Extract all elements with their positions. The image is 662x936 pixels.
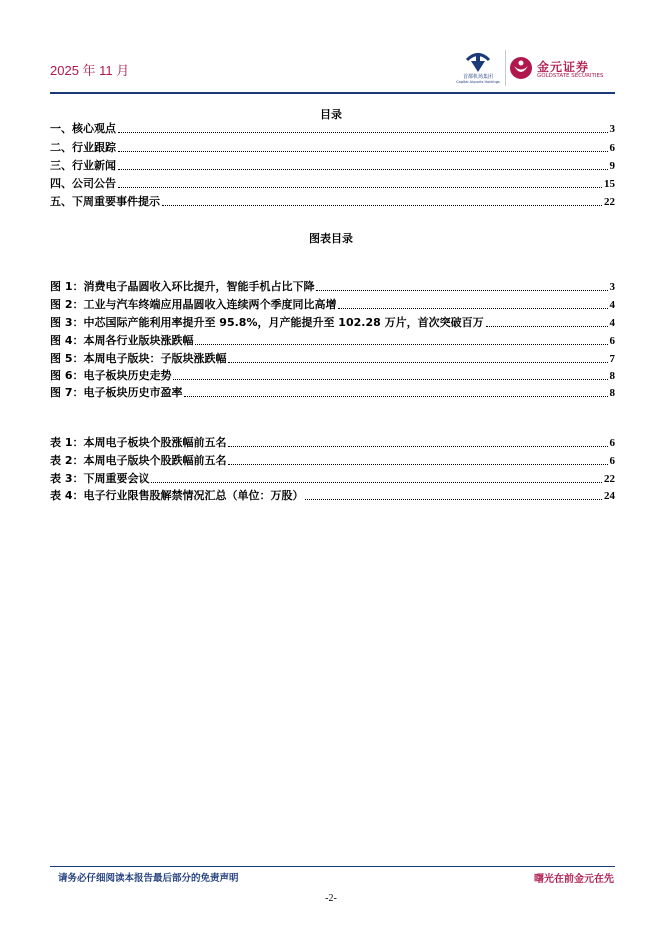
figure-entry-page: 4: [609, 299, 615, 311]
capital-airports-logo: [455, 48, 501, 90]
toc-entry-label: 一、核心观点: [50, 122, 116, 135]
figure-entry-label: 图 1：消费电子晶圆收入环比提升，智能手机占比下降: [50, 280, 315, 293]
table-entry-label: 表 3：下周重要会议: [50, 472, 150, 485]
figure-entry[interactable]: [50, 332, 615, 348]
table-entry-page: 6: [609, 455, 615, 467]
figure-entry-label: 图 5：本周电子版块：子版块涨跌幅: [50, 352, 227, 365]
table-entry[interactable]: [50, 452, 615, 468]
toc-entry-page: 15: [604, 178, 615, 190]
figure-entry[interactable]: [50, 350, 615, 366]
figure-entry-page: 8: [609, 387, 615, 399]
figure-entry-label: 图 2：工业与汽车终端应用晶圆收入连续两个季度同比高增: [50, 298, 337, 311]
figure-entry[interactable]: [50, 314, 615, 330]
leader-dots: [316, 290, 607, 291]
toc-entry-page: 22: [604, 196, 615, 208]
figure-entry[interactable]: [50, 384, 615, 400]
logo2-en-name: GOLDSTATE SECURITIES: [537, 73, 604, 79]
goldstate-emblem-icon: [509, 56, 533, 80]
toc-title: 目录: [320, 108, 342, 121]
logo1-cn-name: 首都机场集团: [462, 74, 493, 80]
toc-entry-label: 二、行业跟踪: [50, 141, 116, 154]
logo-divider: [505, 50, 506, 86]
figure-entry-page: 8: [609, 370, 615, 382]
table-entry-page: 22: [604, 473, 615, 485]
toc-entry-label: 四、公司公告: [50, 177, 116, 190]
figure-entry[interactable]: [50, 278, 615, 294]
footer-rule: [50, 866, 615, 867]
logo2-cn-name: 金元证券: [537, 60, 590, 74]
page-number: -2-: [325, 893, 337, 904]
table-entry[interactable]: [50, 470, 615, 486]
figure-entry-label: 图 7：电子板块历史市盈率: [50, 386, 183, 399]
leader-dots: [118, 169, 608, 170]
table-entry-label: 表 2：本周电子版块个股跌幅前五名: [50, 454, 227, 467]
toc-entry[interactable]: [50, 120, 615, 136]
disclaimer-notice: 请务必仔细阅读本报告最后部分的免责声明: [58, 873, 239, 884]
capital-airports-emblem-icon: [463, 48, 493, 74]
leader-dots: [305, 499, 602, 500]
figure-entry-label: 图 3：中芯国际产能利用率提升至 95.8%，月产能提升至 102.28 万片，首次突破百万: [50, 316, 484, 329]
table-entry-page: 24: [604, 490, 615, 502]
table-entry-page: 6: [609, 437, 615, 449]
toc-entry-label: 三、行业新闻: [50, 159, 116, 172]
leader-dots: [151, 482, 602, 483]
leader-dots: [118, 132, 608, 133]
company-slogan: 曙光在前金元在先: [534, 874, 614, 885]
figure-entry[interactable]: [50, 296, 615, 312]
toc-entry-label: 五、下周重要事件提示: [50, 195, 160, 208]
figure-entry-page: 4: [609, 317, 615, 329]
toc-entry-page: 9: [609, 160, 615, 172]
leader-dots: [118, 151, 608, 152]
header-rule: [50, 92, 615, 94]
leader-dots: [228, 464, 607, 465]
leader-dots: [228, 362, 607, 363]
figure-entry[interactable]: [50, 367, 615, 383]
figure-entry-label: 图 6：电子板块历史走势: [50, 369, 172, 382]
toc-entry[interactable]: [50, 175, 615, 191]
leader-dots: [173, 379, 607, 380]
goldstate-logo: [509, 54, 615, 86]
leader-dots: [184, 396, 607, 397]
table-entry[interactable]: [50, 434, 615, 450]
table-entry[interactable]: [50, 487, 615, 503]
leader-dots: [338, 308, 607, 309]
toc-entry-page: 3: [609, 123, 615, 135]
leader-dots: [195, 344, 607, 345]
table-entry-label: 表 4：电子行业限售股解禁情况汇总（单位：万股）: [50, 489, 304, 502]
leader-dots: [228, 446, 607, 447]
toc-entry[interactable]: [50, 157, 615, 173]
report-date: 2025 年 11 月: [50, 63, 130, 78]
toc-entry-page: 6: [609, 142, 615, 154]
toc-entry[interactable]: [50, 139, 615, 155]
figure-entry-page: 7: [609, 353, 615, 365]
figures-title: 图表目录: [309, 232, 353, 245]
figure-entry-page: 3: [609, 281, 615, 293]
header-logos: [455, 48, 615, 90]
figure-entry-page: 6: [609, 335, 615, 347]
leader-dots: [486, 326, 608, 327]
figure-entry-label: 图 4：本周各行业版块涨跌幅: [50, 334, 194, 347]
leader-dots: [162, 205, 602, 206]
toc-entry[interactable]: [50, 193, 615, 209]
table-entry-label: 表 1：本周电子板块个股涨幅前五名: [50, 436, 227, 449]
leader-dots: [118, 187, 602, 188]
logo1-en-name: Capital Airports Holdings: [456, 80, 500, 84]
